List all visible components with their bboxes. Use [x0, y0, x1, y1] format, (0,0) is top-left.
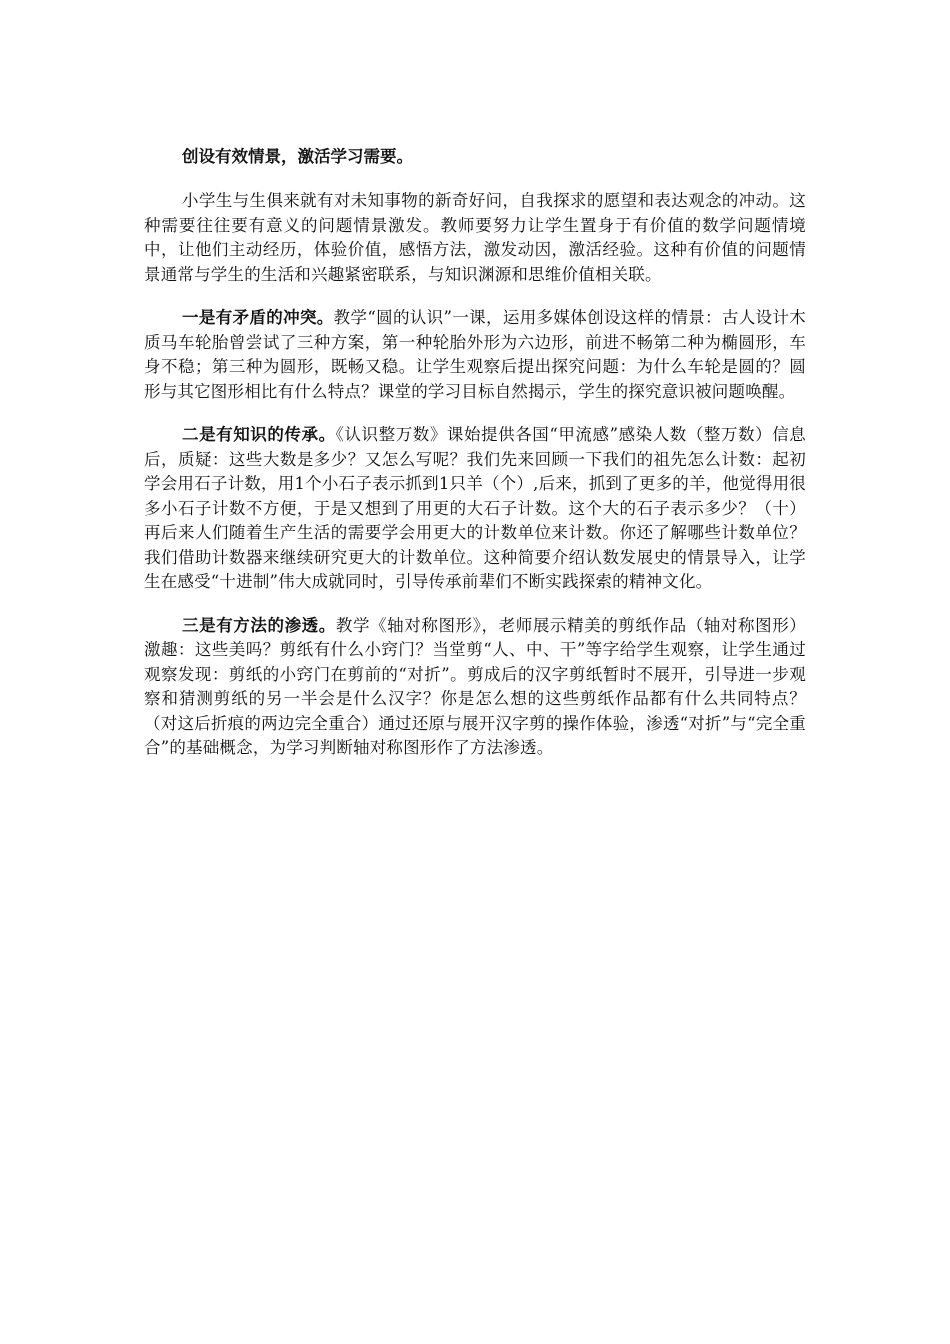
point-three-text: 教学《轴对称图形》，老师展示精美的剪纸作品（轴对称图形）激趣：这些美吗？剪纸有什么小窍门？当堂剪“人、中、干”等字给学生观察，让学生通过观察发现：剪纸的小窍门在剪前的“对折”。剪成后的汉字剪纸暂时不展开，引导进一步观察和猜测剪纸的另一半会是什么汉字？你是怎么想的这些剪纸作品都有什么共同特点？（对这后折痕的两边完全重合）通过还原与展开汉字剪的操作体验，渗透“对折”与“完全重合”的基础概念，为学习判断轴对称图形作了方法渗透。 [144, 615, 806, 757]
point-two-paragraph [144, 423, 806, 595]
point-two-lead: 二是有知识的传承。 [182, 425, 336, 444]
point-two-text: 《认识整万数》课始提供各国“甲流感”感染人数（整万数）信息后，质疑：这些大数是多少？又怎么写呢？我们先来回顾一下我们的祖先怎么计数：起初学会用石子计数，用1个小石子表示抓到1只羊（个）,后来，抓到了更多的羊，他觉得用很多小石子计数不方便，于是又想到了用更的大石子计数。这个大的石子表示多少？（十）再后来人们随着生产生活的需要学会用更大的计数单位来计数。你还了解哪些计数单位？我们借助计数器来继续研究更大的计数单位。这种简要介绍认数发展史的情景导入，让学生在感受“十进制”伟大成就同时，引导传承前辈们不断实践探索的精神文化。 [144, 425, 806, 591]
document-page [144, 145, 806, 780]
intro-paragraph [144, 189, 806, 287]
section-heading: 创设有效情景，激活学习需要。 [182, 147, 413, 166]
point-one-paragraph [144, 306, 806, 404]
point-one-lead: 一是有矛盾的冲突。 [182, 308, 334, 327]
point-three-lead: 三是有方法的渗透。 [182, 615, 336, 635]
point-one-text: 教学“圆的认识”一课，运用多媒体创设这样的情景：古人设计木质马车轮胎曾尝试了三种方案，第一种轮胎外形为六边形，前进不畅第二种为椭圆形，车身不稳；第三种为圆形，既畅又稳。让学生观察后提出探究问题：为什么车轮是圆的？圆形与其它图形相比有什么特点？课堂的学习目标自然揭示，学生的探究意识被问题唤醒。 [144, 308, 807, 401]
point-three-paragraph [144, 614, 806, 761]
intro-paragraph-text: 小学生与生俱来就有对未知事物的新奇好问，自我探求的愿望和表达观念的冲动。这种需要往往要有意义的问题情景激发。教师要努力让学生置身于有价值的数学问题情境中，让他们主动经历，体验价值，感悟方法，激发动因，激活经验。这种有价值的问题情景通常与学生的生活和兴趣紧密联系，与知识渊源和思维价值相关联。 [144, 191, 806, 284]
